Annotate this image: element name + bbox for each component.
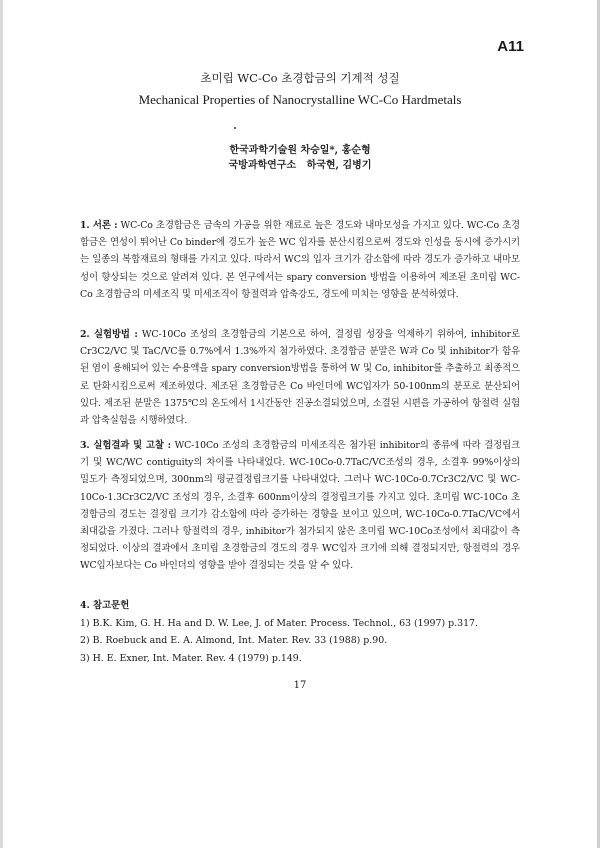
- section-body: WC-10Co 조성의 초경합금의 기본으로 하여, 결정립 성장을 억제하기 위하여, inhibitor로 Cr3C2/VC 및 TaC/VC를 0.7%에서 1.3%까지 첨가하였다. 초경합금 분말은 W과 Co 및 inhibitor가 함유된 염이 용해되어 있는 수용액을 spary conversion방법을 통하여 W 및 Co, inhibitor를 추출하고 최종적으로 탄화시킴으로써 제조하였다. 제조된 초경합금은 Co 바인더에 WC입자가 50-100nm의 분포로 분산되어 있다. 제조된 분말은 1375℃의 온도에서 1시간동안 진공소결되었으며, 소결된 시편을 가공하여 항절력 실험과 압축실험을 시행하였다.: [80, 329, 520, 427]
- section-introduction: [80, 217, 520, 303]
- section-body: WC-10Co 조성의 초경합금의 미세조직은 첨가된 inhibitor의 종류에 따라 결정립크기 및 WC/WC contiguity의 차이를 나타내었다. WC-10Co-0.7TaC/VC조성의 경우, 소결후 99%이상의 밀도가 측정되었으며, 300nm의 평균결정립크기를 나타내었다. 그러나 WC-10Co-0.7Cr3C2/VC 및 WC-10Co-1.3Cr3C2/VC 조성의 경우, 소결후 600nm이상의 결정립크기를 가지고 있다. 초미립 WC-10Co 초경합금의 경도는 결정립 크기가 감소함에 따라 증가하는 경향을 보이고 있으며, WC-10Co-0.7TaC/VC에서 최대값을 가졌다. 그러나 항절력의 경우, inhibitor가 첨가되지 않은 초미립 WC-10Co조성에서 최대값이 측정되었다. 이상의 결과에서 초미립 초경합금의 경도의 경우 WC입자 크기에 의해 결정되지만, 항절력의 경우 WC입자보다는 Co 바인더의 영향을 받아 결정되는 것을 알 수 있다.: [80, 440, 520, 572]
- reference-item: 1) B.K. Kim, G. H. Ha and D. W. Lee, J. of Mater. Process. Technol., 63 (1997) p.317.: [80, 617, 478, 629]
- page-number: 17: [293, 680, 307, 691]
- section-methods: [80, 326, 520, 429]
- abstract-code: A11: [497, 38, 524, 55]
- page-edge-left: [0, 0, 3, 848]
- section-body: WC-Co 초경합금은 금속의 가공을 위한 재료로 높은 경도와 내마모성을 가지고 있다. WC-Co 초경합금은 연성이 뛰어난 Co binder에 경도가 높은 WC 입자를 분산시킴으로써 경도와 인성을 동시에 증가시키는 일종의 복합재료의 형태를 가지고 있다. 따라서 WC의 입자 크기가 감소함에 따라 경도가 증가하고 내마모성이 향상되는 것으로 알려져 있다. 본 연구에서는 spary conversion 방법을 이용하여 제조된 초미립 WC-Co 초경합금의 미세조직 및 미세조직이 항절력과 압축강도, 경도에 미치는 영향을 분석하였다.: [80, 220, 520, 300]
- section-heading: 1. 서론 :: [80, 220, 118, 231]
- stray-mark: [234, 127, 236, 129]
- references: [80, 597, 520, 667]
- section-heading: 2. 실험방법 :: [80, 329, 138, 340]
- title-korean: 초미립 WC-Co 초경합금의 기계적 성질: [200, 71, 400, 85]
- reference-item: 2) B. Roebuck and E. A. Almond, Int. Mater. Rev. 33 (1988) p.90.: [80, 635, 388, 646]
- title-english: Mechanical Properties of Nanocrystalline WC-Co Hardmetals: [138, 92, 462, 107]
- author-line: 국방과학연구소 하국현, 김병기: [228, 160, 372, 171]
- references-heading: 4. 참고문헌: [80, 600, 130, 611]
- author-line: 한국과학기술원 차승일*, 홍순형: [229, 145, 371, 156]
- author-block: [0, 143, 600, 173]
- section-heading: 3. 실험결과 및 고찰 :: [80, 440, 172, 451]
- section-results: [80, 437, 520, 575]
- reference-item: 3) H. E. Exner, Int. Mater. Rev. 4 (1979) p.149.: [80, 652, 302, 664]
